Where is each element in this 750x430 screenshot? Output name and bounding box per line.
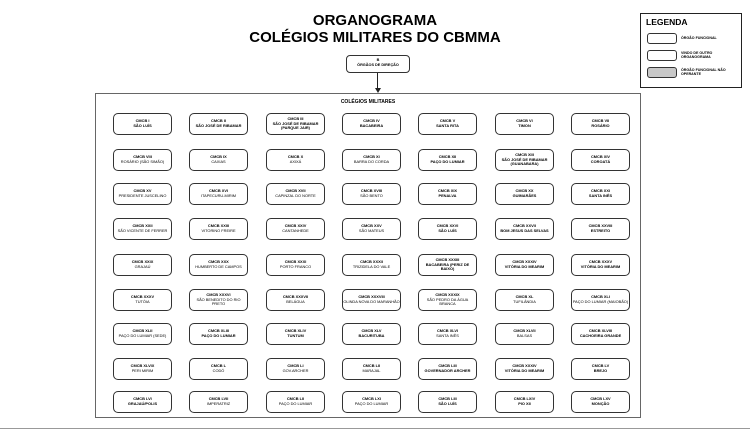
- college-city: BARRA DO CORDA: [353, 159, 390, 164]
- college-node: [113, 358, 172, 380]
- college-node: [342, 289, 401, 311]
- college-node: [342, 149, 401, 171]
- college-node: [189, 289, 248, 311]
- college-city: PERI MIRIM: [131, 368, 154, 373]
- college-city: PAÇO DO LUMIAR (SEDE): [118, 333, 167, 338]
- college-city: BELÁGUA: [286, 299, 305, 304]
- college-city: AXIXÁ: [289, 159, 302, 164]
- college-code: CMCB XXII: [132, 223, 153, 229]
- college-city: CANTANHEDE: [282, 228, 309, 233]
- college-code: CMCB XLIII: [208, 328, 229, 334]
- legend-label: ÓRGÃO FUNCIONAL: [681, 36, 717, 40]
- college-node: [495, 218, 554, 240]
- college-city: BACABEIRA: [359, 123, 384, 128]
- college-node: [342, 183, 401, 205]
- college-code: CMCB V: [439, 118, 456, 124]
- college-node: [266, 218, 325, 240]
- college-node: [571, 113, 630, 135]
- college-code: CMCB XXXVIII: [358, 294, 385, 300]
- college-city: PAÇO DO LUMIAR (MAIOBÃO): [572, 299, 629, 304]
- direction-box: [346, 55, 410, 73]
- college-node: [418, 183, 477, 205]
- college-node: [418, 289, 477, 311]
- college-code: CMCB XX: [515, 188, 534, 194]
- college-node: [418, 391, 477, 413]
- college-code: CMCB I: [135, 118, 150, 124]
- college-city: CAPINZAL DO NORTE: [275, 193, 316, 198]
- college-code: CMCB XVIII: [360, 188, 383, 194]
- page-subtitle: COLÉGIOS MILITARES DO CBMMA: [249, 29, 501, 46]
- college-code: CMCB XXI: [590, 188, 611, 194]
- legend-item: [647, 67, 741, 79]
- college-code: CMCB XL: [515, 294, 534, 300]
- college-city: TUNTUM: [287, 333, 304, 338]
- college-code: CMCB XXXV: [130, 294, 155, 300]
- page-divider: [0, 428, 750, 429]
- college-city: SÃO JOSÉ DE RIBAMAR (PARQUE JAIR): [272, 120, 319, 131]
- college-node: [113, 183, 172, 205]
- college-code: CMCB III: [287, 116, 304, 122]
- college-code: CMCB XLII: [132, 328, 153, 334]
- college-node: [495, 289, 554, 311]
- college-node: [342, 358, 401, 380]
- college-city: GOVERNADOR ARCHER: [424, 368, 471, 373]
- college-city: SANTA RITA: [436, 123, 459, 128]
- college-node: [113, 113, 172, 135]
- college-city: GUIMARÃES: [512, 193, 537, 198]
- college-city: PAÇO DO LUMIAR: [354, 401, 389, 406]
- college-code: CMCB XXVII: [513, 223, 536, 229]
- college-code: CMCB LI: [287, 363, 304, 369]
- college-node: [189, 254, 248, 276]
- college-node: [342, 391, 401, 413]
- college-city: BACABEIRA (PERIZ DE BAIXO): [425, 261, 470, 272]
- college-node: [113, 254, 172, 276]
- college-city: SÃO LUÍS: [133, 123, 152, 128]
- college-code: CMCB XI: [363, 154, 380, 160]
- college-city: VITÓRIA DO MEARIM: [504, 368, 545, 373]
- college-city: CAXIAS: [211, 159, 226, 164]
- college-city: VITORINO FREIRE: [201, 228, 236, 233]
- college-code: CMCB VII: [591, 118, 610, 124]
- college-node: [571, 149, 630, 171]
- college-city: GRAJAÚ: [134, 264, 151, 269]
- legend-title: LEGENDA: [646, 17, 688, 27]
- college-code: CMCB LII: [362, 363, 381, 369]
- college-node: [342, 113, 401, 135]
- college-city: GOV.ARCHER: [282, 368, 309, 373]
- college-node: [189, 391, 248, 413]
- college-node: [113, 323, 172, 345]
- college-code: CMCB XXXI: [284, 259, 307, 265]
- college-node: [571, 218, 630, 240]
- college-node: [266, 149, 325, 171]
- college-code: CMCB XVII: [285, 188, 306, 194]
- college-node: [495, 323, 554, 345]
- container-title: COLÉGIOS MILITARES: [340, 99, 396, 105]
- college-code: CMCB XV: [133, 188, 152, 194]
- college-code: CMCB XXIX: [131, 259, 154, 265]
- college-node: [113, 149, 172, 171]
- college-node: [495, 358, 554, 380]
- college-code: CMCB X: [287, 154, 304, 160]
- college-city: SÃO BENTO: [360, 193, 383, 198]
- college-code: CMCB XXIV: [284, 223, 307, 229]
- college-node: [342, 323, 401, 345]
- college-city: SANTA INÊS: [588, 193, 613, 198]
- college-code: CMCB VI: [516, 118, 533, 124]
- college-city: PRESIDENTE JUSCELINO: [118, 193, 167, 198]
- college-city: ROSÁRIO (SÃO SIMÃO): [120, 159, 165, 164]
- college-code: CMCB LIII: [438, 396, 457, 402]
- college-node: [571, 289, 630, 311]
- college-code: CMCB XXV: [361, 223, 382, 229]
- college-city: SÃO VICENTE DE FERRER: [117, 228, 168, 233]
- college-city: MARAJAL: [362, 368, 381, 373]
- college-node: [266, 358, 325, 380]
- college-node: [189, 113, 248, 135]
- college-code: CMCB LXV: [590, 396, 611, 402]
- college-code: CMCB XII: [438, 154, 457, 160]
- college-code: CMCB XXXIII: [435, 257, 460, 263]
- college-node: [571, 323, 630, 345]
- college-code: CMCB XXXIX: [435, 292, 460, 298]
- page-title: ORGANOGRAMA: [312, 12, 438, 29]
- college-node: [495, 254, 554, 276]
- college-code: CMCB XXVIII: [588, 223, 613, 229]
- legend-swatch: [647, 67, 677, 78]
- college-node: [418, 323, 477, 345]
- college-city: COROATÁ: [590, 159, 611, 164]
- college-node: [495, 149, 554, 171]
- legend-item: [647, 50, 741, 62]
- college-city: PENALVA: [438, 193, 457, 198]
- college-code: CMCB XLV: [361, 328, 382, 334]
- college-node: [189, 323, 248, 345]
- college-city: PAÇO DO LUMIAR: [430, 159, 465, 164]
- college-node: [266, 289, 325, 311]
- legend-item: [647, 33, 741, 45]
- college-code: CMCB XXXVII: [282, 294, 309, 300]
- college-city: SÃO LUÍS: [438, 401, 457, 406]
- college-city: SÃO PEDRO DA ÁGUA BRANCA: [426, 296, 469, 307]
- college-node: [266, 113, 325, 135]
- college-city: SÃO LUÍS: [438, 228, 457, 233]
- college-code: CMCB LIII: [438, 363, 457, 369]
- college-code: CMCB XXXVI: [206, 292, 231, 298]
- college-city: TUFILÂNDIA: [513, 299, 536, 304]
- college-node: [113, 391, 172, 413]
- college-code: CMCB LVI: [133, 396, 152, 402]
- college-node: [342, 254, 401, 276]
- college-city: SÃO MATEUS: [358, 228, 385, 233]
- college-city: BALSAS: [516, 333, 533, 338]
- college-code: CMCB XIV: [590, 154, 611, 160]
- college-node: [418, 254, 477, 276]
- college-city: GRAJAÚ/POLIS: [127, 401, 158, 406]
- college-node: [495, 391, 554, 413]
- college-code: CMCB LII: [286, 396, 305, 402]
- college-code: CMCB L: [210, 363, 227, 369]
- college-city: ESTREITO: [590, 228, 611, 233]
- college-code: CMCB XXIII: [207, 223, 230, 229]
- college-city: IMPERATRIZ: [206, 401, 231, 406]
- college-node: [418, 358, 477, 380]
- college-code: CMCB II: [211, 118, 226, 124]
- college-code: CMCB XIX: [437, 188, 458, 194]
- college-city: BACURITUBA: [358, 333, 385, 338]
- college-code: CMCB LVII: [208, 396, 229, 402]
- college-code: CMCB IX: [210, 154, 227, 160]
- legend-swatch: [647, 50, 677, 61]
- college-code: CMCB XXXV: [588, 259, 613, 265]
- college-code: CMCB XLVII: [513, 328, 536, 334]
- college-city: SÃO BENEDITO DO RIO PRETO: [196, 296, 241, 307]
- college-city: PAÇO DO LUMIAR: [278, 401, 313, 406]
- direction-box-label: ÓRGÃOS DE DIREÇÃO: [357, 63, 399, 67]
- college-city: VITÓRIA DO MEARIM: [504, 264, 545, 269]
- college-code: CMCB LXI: [362, 396, 381, 402]
- legend-label: VINDO DE OUTRO ORGANOGRAMA: [681, 51, 713, 60]
- college-city: BOM JESUS DAS SELVAS: [500, 228, 549, 233]
- college-city: TIMON: [518, 123, 531, 128]
- college-node: [266, 183, 325, 205]
- college-node: [189, 358, 248, 380]
- college-node: [113, 289, 172, 311]
- college-code: CMCB XLI: [591, 294, 610, 300]
- legend-box: [640, 13, 742, 88]
- college-node: [495, 113, 554, 135]
- college-node: [418, 113, 477, 135]
- college-code: CMCB LV: [591, 363, 610, 369]
- colleges-container: [95, 93, 641, 418]
- college-code: CMCB XLVI: [436, 328, 459, 334]
- college-node: [495, 183, 554, 205]
- college-code: CMCB XXX: [208, 259, 229, 265]
- college-city: TUTÓIA: [135, 299, 150, 304]
- legend-swatch: [647, 33, 677, 44]
- college-city: PORTO FRANCO: [279, 264, 312, 269]
- college-city: SÃO JOSÉ DE RIBAMAR (GUANABARA): [501, 156, 548, 167]
- college-code: CMCB XXVI: [436, 223, 459, 229]
- college-code: CMCB XXXIV: [512, 259, 537, 265]
- college-node: [342, 218, 401, 240]
- college-city: CODÓ: [212, 368, 225, 373]
- college-code: CMCB XIII: [515, 152, 534, 158]
- college-code: CMCB XXXII: [360, 259, 383, 265]
- college-city: HUMBERTO DE CAMPOS: [195, 264, 242, 269]
- college-city: PIO XII: [518, 401, 531, 406]
- college-code: CMCB XLVIX: [130, 363, 155, 369]
- college-node: [571, 254, 630, 276]
- college-city: CACHOEIRA GRANDE: [579, 333, 622, 338]
- direction-box-letter: B: [376, 58, 380, 62]
- college-city: ITAPECURU-MIRIM: [201, 193, 236, 198]
- college-city: MONÇÃO: [591, 401, 610, 406]
- college-node: [418, 218, 477, 240]
- college-city: VITÓRIA DO MEARIM: [580, 264, 621, 269]
- college-node: [113, 218, 172, 240]
- college-city: PAÇO DO LUMIAR: [201, 333, 236, 338]
- legend-label: ÓRGÃO FUNCIONAL NÃO OPERANTE: [681, 68, 726, 77]
- college-node: [189, 183, 248, 205]
- college-node: [571, 391, 630, 413]
- college-code: CMCB VIII: [133, 154, 152, 160]
- college-code: CMCB IV: [363, 118, 380, 124]
- college-city: BREJO: [593, 368, 608, 373]
- college-node: [266, 391, 325, 413]
- college-node: [571, 358, 630, 380]
- college-node: [189, 218, 248, 240]
- college-city: OLINDA NOVA DO MARANHÃO: [343, 299, 400, 304]
- college-code: CMCB LXIV: [513, 396, 536, 402]
- college-city: SANTA INÊS: [436, 333, 459, 338]
- college-city: SÃO JOSÉ DE RIBAMAR: [195, 123, 242, 128]
- college-city: TRIZIDELA DO VALE: [352, 264, 391, 269]
- college-node: [266, 323, 325, 345]
- college-city: ROSÁRIO: [591, 123, 610, 128]
- college-node: [189, 149, 248, 171]
- college-node: [266, 254, 325, 276]
- college-node: [418, 149, 477, 171]
- college-code: CMCB XLIV: [284, 328, 307, 334]
- college-code: CMCB XVI: [208, 188, 229, 194]
- college-node: [571, 183, 630, 205]
- college-code: CMCB XXXIV: [512, 363, 537, 369]
- college-code: CMCB XLVIII: [588, 328, 613, 334]
